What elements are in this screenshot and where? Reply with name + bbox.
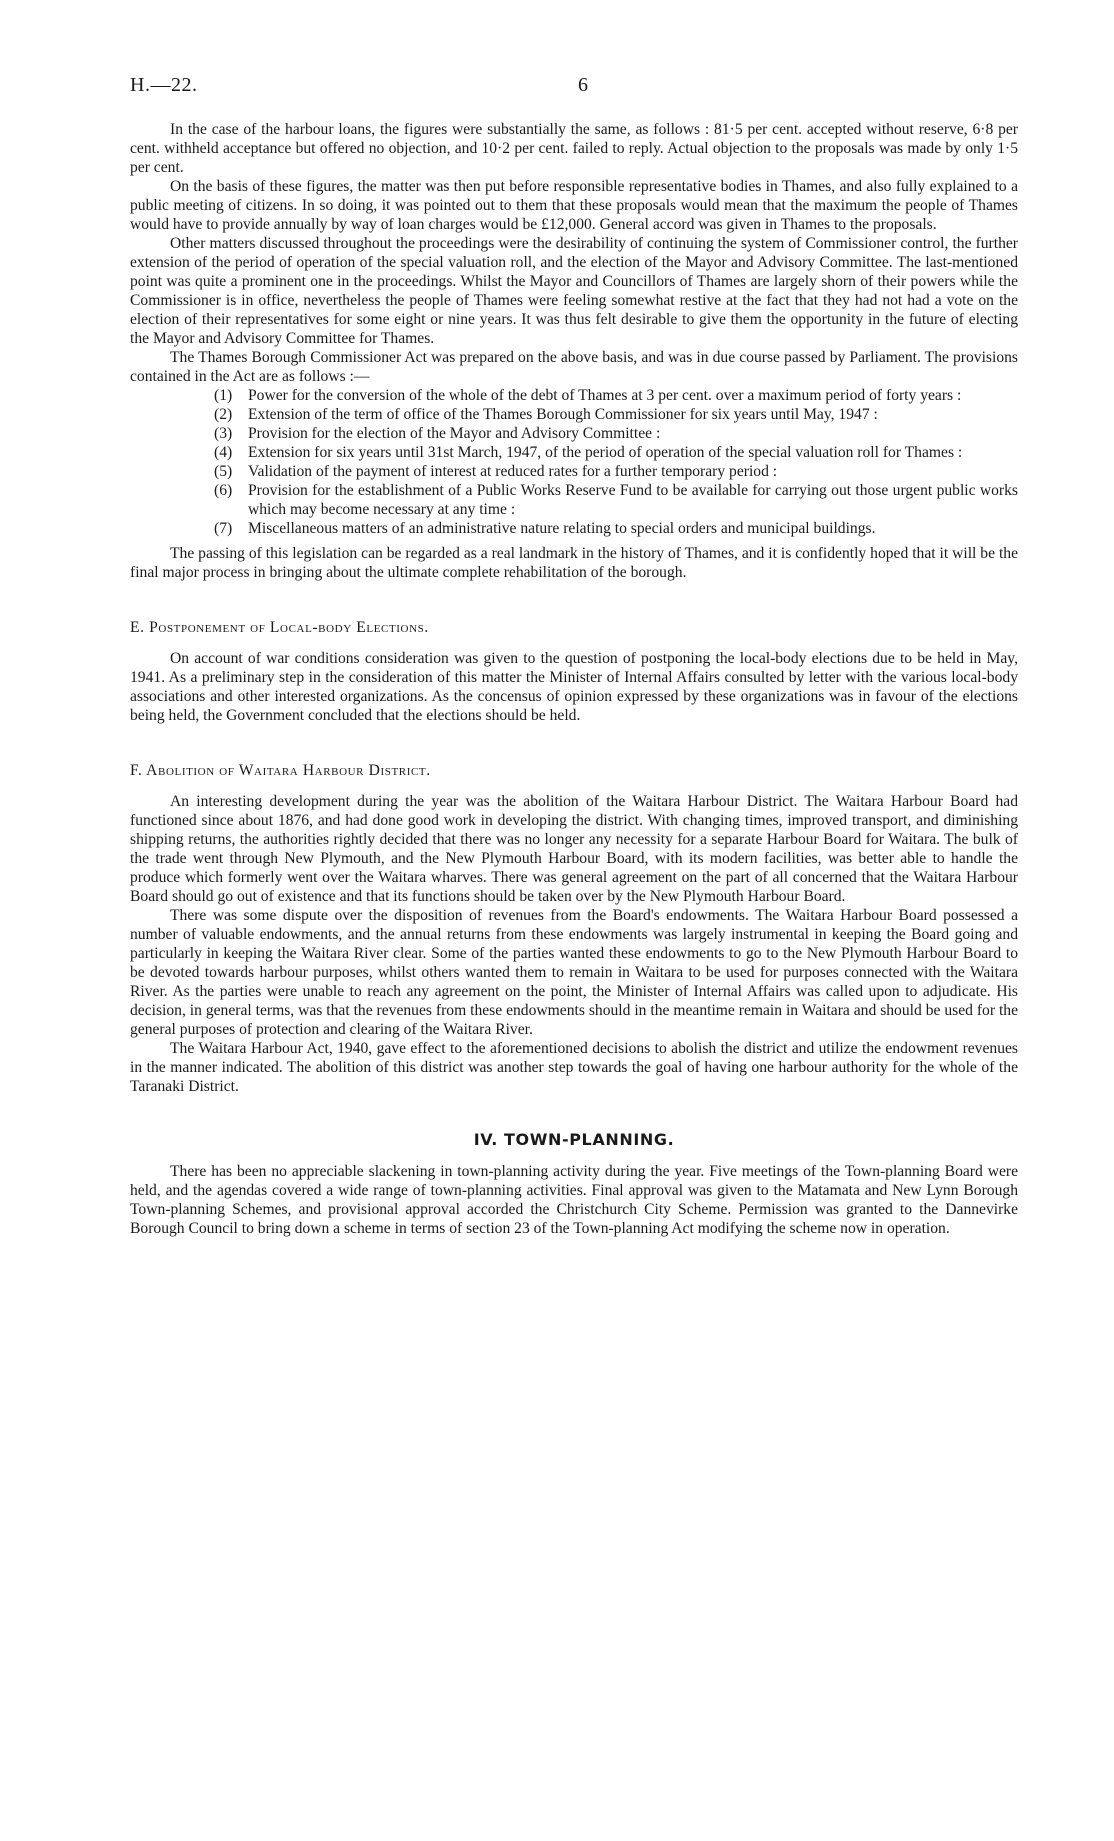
provision-text: Provision for the election of the Mayor and Advisory Committee :	[248, 425, 661, 442]
paragraph-other-matters: Other matters discussed throughout the proceedings were the desirability of continuing the system of Commissioner control, the further extension of the period of operation of the special valuation roll, and the election of the Mayor and Advisory Committee. The last-mentioned point was quite a prominent one in the proceedings. Whilst the Mayor and Councillors of Thames are largely shorn of their powers while the Commissioner is in office, nevertheless the people of Thames were feeling somewhat restive at the fact that they had not had a vote on the election of their representatives for some eight or nine years. It was thus felt desirable to give them the opportunity in the future of electing the Mayor and Advisory Committee for Thames.	[130, 235, 1018, 347]
intro-section	[130, 120, 1018, 386]
provision-marker: (6)	[214, 482, 233, 499]
provision-text: Power for the conversion of the whole of the debt of Thames at 3 per cent. over a maximum period of forty years :	[248, 387, 962, 404]
paragraph-waitara-development: An interesting development during the year was the abolition of the Waitara Harbour District. The Waitara Harbour Board had functioned since about 1876, and had done good work in developing the district. With changing times, improved transport, and diminishing shipping returns, the authorities rightly decided that there was no longer any necessity for a separate Harbour Board for Waitara. The bulk of the trade went through New Plymouth, and the New Plymouth Harbour Board, with its modern facilities, was better able to handle the produce which formerly went over the Waitara wharves. There was general agreement on the part of all concerned that the Waitara Harbour Board should go out of existence and that its functions should be taken over by the New Plymouth Harbour Board.	[130, 793, 1018, 905]
running-header	[130, 64, 1018, 98]
provision-item	[130, 424, 1018, 443]
provision-text: Provision for the establishment of a Public Works Reserve Fund to be available for carrying out those urgent public works which may become necessary at any time :	[248, 482, 1018, 518]
provision-marker: (7)	[214, 520, 233, 537]
paragraph-endowments-dispute: There was some dispute over the disposition of revenues from the Board's endowments. The Waitara Harbour Board possessed a number of valuable endowments, and the annual returns from these endowments was largely instrumental in keeping the Board going and particularly in keeping the Waitara River clear. Some of the parties wanted these endowments to go to the New Plymouth Harbour Board to be devoted towards harbour purposes, whilst others wanted them to remain in Waitara to be used for purposes connected with the Waitara River. As the parties were unable to reach any agreement on the point, the Minister of Internal Affairs was called upon to adjudicate. His decision, in general terms, was that the revenues from these endowments should in the meantime remain in Waitara and should be used for the general purposes of protection and clearing of the Waitara River.	[130, 907, 1018, 1038]
document-page	[130, 64, 1018, 1238]
provisions-list	[130, 386, 1018, 538]
paragraph-thames-act: The Thames Borough Commissioner Act was prepared on the above basis, and was in due course passed by Parliament. The provisions contained in the Act are as follows :—	[130, 349, 1018, 385]
provision-item	[130, 462, 1018, 481]
section-e-heading: E. Postponement of Local-body Elections.	[130, 619, 429, 636]
part-iv-heading: IV. TOWN-PLANNING.	[473, 1130, 675, 1149]
provision-text: Extension of the term of office of the Thames Borough Commissioner for six years until May, 1947 :	[248, 406, 878, 423]
paragraph-basis-of-figures: On the basis of these figures, the matter was then put before responsible representative bodies in Thames, and also fully explained to a public meeting of citizens. In so doing, it was pointed out to them that these proposals would mean that the maximum the people of Thames would have to provide annually by way of loan charges would be £12,000. General accord was given in Thames to the proposals.	[130, 178, 1018, 233]
provision-text: Miscellaneous matters of an administrative nature relating to special orders and municipal buildings.	[248, 520, 876, 537]
provision-item	[130, 443, 1018, 462]
provision-item	[130, 405, 1018, 424]
provision-marker: (1)	[214, 387, 233, 404]
paragraph-town-planning: There has been no appreciable slackening in town-planning activity during the year. Five meetings of the Town-planning Board were held, and the agendas covered a wide range of town-planning activities. Final approval was given to the Matamata and New Lynn Borough Town-planning Schemes, and provisional approval accorded the Christchurch City Scheme. Permission was granted to the Dannevirke Borough Council to bring down a scheme in terms of section 23 of the Town-planning Act modifying the scheme now in operation.	[130, 1163, 1018, 1237]
provision-marker: (5)	[214, 463, 233, 480]
provision-item	[130, 386, 1018, 405]
provision-marker: (2)	[214, 406, 233, 423]
paragraph-waitara-act: The Waitara Harbour Act, 1940, gave effect to the aforementioned decisions to abolish the district and utilize the endowment revenues in the manner indicated. The abolition of this district was another step towards the goal of having one harbour authority for the whole of the Taranaki District.	[130, 1040, 1018, 1095]
paragraph-harbour-loans: In the case of the harbour loans, the figures were substantially the same, as follows : 81·5 per cent. accepted without reserve, 6·8 per cent. withheld acceptance but offered no objection, and 10·2 per cent. failed to reply. Actual objection to the proposals was made by only 1·5 per cent.	[130, 121, 1018, 176]
page-number: 6	[578, 74, 589, 96]
paragraph-landmark: The passing of this legislation can be regarded as a real landmark in the history of Thames, and it is confidently hoped that it will be the final major process in bringing about the ultimate complete rehabilitation of the borough.	[130, 545, 1018, 581]
provision-marker: (4)	[214, 444, 233, 461]
document-reference: H.—22.	[130, 74, 198, 96]
provision-text: Extension for six years until 31st March, 1947, of the period of operation of the special valuation roll for Thames :	[248, 444, 963, 461]
provision-marker: (3)	[214, 425, 233, 442]
provision-item	[130, 519, 1018, 538]
paragraph-war-elections: On account of war conditions consideration was given to the question of postponing the local-body elections due to be held in May, 1941. As a preliminary step in the consideration of this matter the Minister of Internal Affairs consulted by letter with the various local-body associations and other interested organizations. As the concensus of opinion expressed by these organizations was in favour of the elections being held, the Government concluded that the elections should be held.	[130, 650, 1018, 724]
section-f-heading: F. Abolition of Waitara Harbour District.	[130, 762, 431, 779]
provision-text: Validation of the payment of interest at reduced rates for a further temporary period :	[248, 463, 778, 480]
provision-item	[130, 481, 1018, 519]
